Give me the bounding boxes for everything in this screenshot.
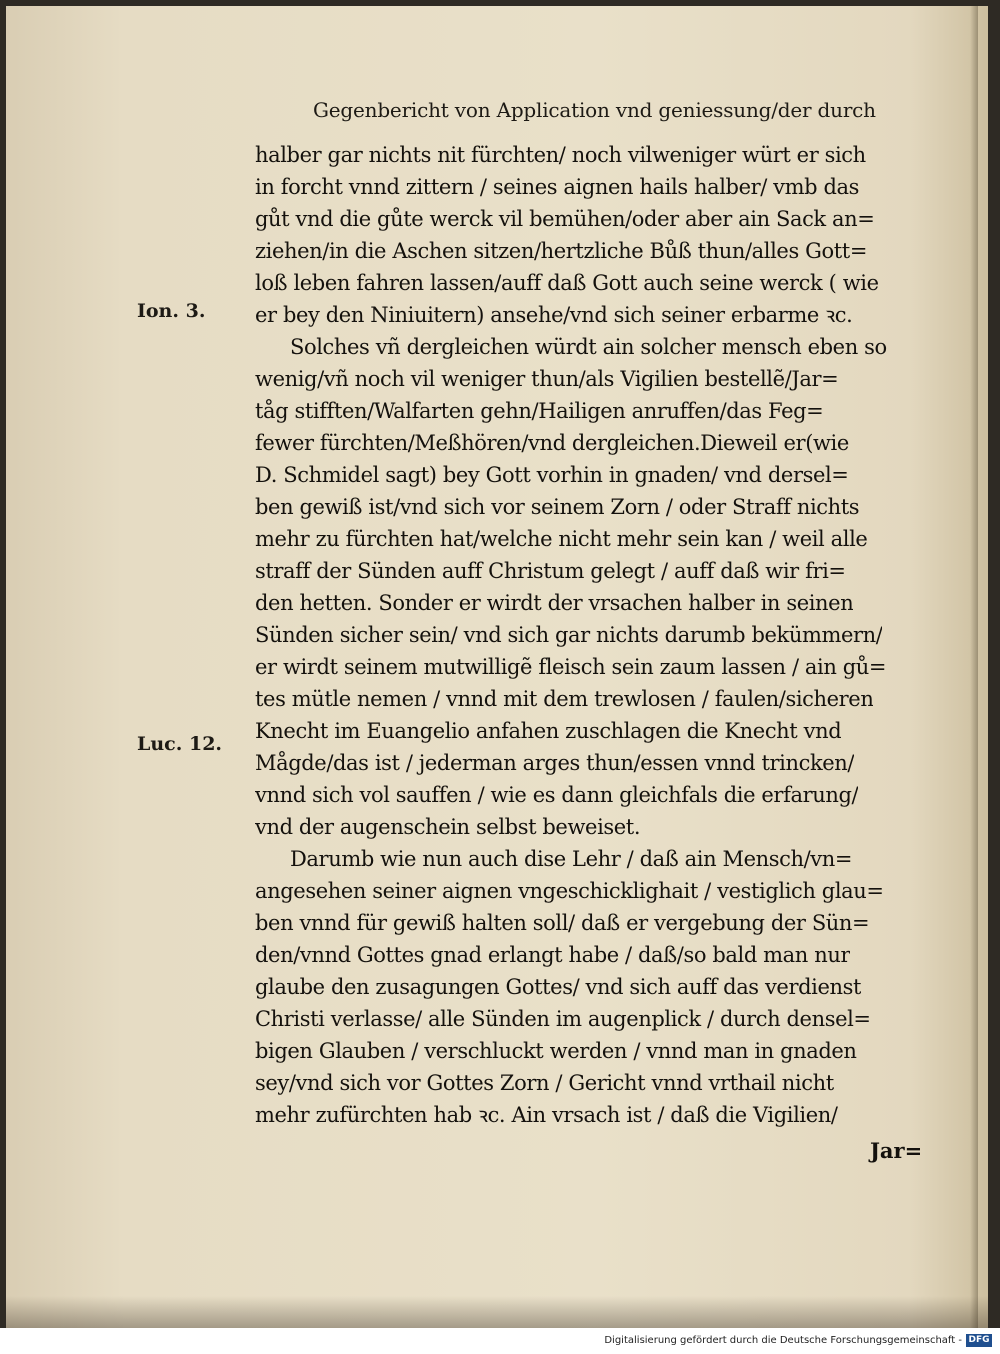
text-line: wenig/vñ noch vil weniger thun/als Vigilien bestellẽ/Jar=: [255, 367, 839, 391]
text-line: tåg stifften/Walfarten gehn/Hailigen anruffen/das Feg=: [255, 399, 824, 423]
text-line: vnnd sich vol sauffen / wie es dann gleichfals die erfarung/: [255, 783, 859, 807]
footer-bar: [0, 1328, 1000, 1354]
text-line: glaube den zusagungen Gottes/ vnd sich auff das verdienst: [255, 975, 862, 999]
text-line: Solches vñ dergleichen würdt ain solcher mensch eben so: [290, 335, 887, 359]
text-line: bigen Glauben / verschluckt werden / vnnd man in gnaden: [255, 1039, 857, 1063]
text-line: Knecht im Euangelio anfahen zuschlagen die Knecht vnd: [255, 719, 842, 743]
text-line: Darumb wie nun auch dise Lehr / daß ain Mensch/vn=: [290, 847, 853, 871]
text-line: den hetten. Sonder er wirdt der vrsachen halber in seinen: [255, 591, 854, 615]
running-head: Gegenbericht von Application vnd geniessung/der durch: [313, 98, 876, 122]
text-line: er bey den Niniuitern) ansehe/vnd sich seiner erbarme ꝛc.: [255, 303, 853, 327]
text-line: gůt vnd die gůte werck vil bemühen/oder aber ain Sack an=: [255, 207, 875, 231]
text-line: mehr zu fürchten hat/welche nicht mehr sein kan / weil alle: [255, 527, 868, 551]
text-line: vnd der augenschein selbst beweiset.: [255, 815, 641, 839]
text-line: den/vnnd Gottes gnad erlangt habe / daß/so bald man nur: [255, 943, 851, 967]
text-line: mehr zufürchten hab ꝛc. Ain vrsach ist / daß die Vigilien/: [255, 1103, 838, 1127]
text-line: tes mütle nemen / vnnd mit dem trewlosen / faulen/sicheren: [255, 687, 874, 711]
catchword: Jar=: [870, 1138, 923, 1163]
text-line: ziehen/in die Aschen sitzen/hertzliche Bůß thun/alles Gott=: [255, 239, 868, 263]
text-line: er wirdt seinem mutwilligẽ fleisch sein zaum lassen / ain gů=: [255, 655, 887, 679]
page-edge: [970, 6, 978, 1328]
text-line: D. Schmidel sagt) bey Gott vorhin in gnaden/ vnd dersel=: [255, 463, 849, 487]
dfg-logo: DFG: [966, 1334, 992, 1347]
margin-note: Luc. 12.: [137, 733, 223, 755]
text-line: ben gewiß ist/vnd sich vor seinem Zorn / oder Straff nichts: [255, 495, 860, 519]
margin-note: Ion. 3.: [137, 300, 206, 322]
text-line: loß leben fahren lassen/auff daß Gott auch seine werck ( wie: [255, 271, 879, 295]
text-line: sey/vnd sich vor Gottes Zorn / Gericht vnnd vrthail nicht: [255, 1071, 834, 1095]
text-line: fewer fürchten/Meßhören/vnd dergleichen.Dieweil er(wie: [255, 431, 849, 455]
text-line: straff der Sünden auff Christum gelegt / auff daß wir fri=: [255, 559, 846, 583]
page-bottom-shadow: [6, 1296, 988, 1328]
text-line: ben vnnd für gewiß halten soll/ daß er vergebung der Sün=: [255, 911, 870, 935]
digitization-credit: Digitalisierung gefördert durch die Deutsche Forschungsgemeinschaft -: [604, 1335, 962, 1346]
text-line: in forcht vnnd zittern / seines aignen hails halber/ vmb das: [255, 175, 860, 199]
text-line: Sünden sicher sein/ vnd sich gar nichts darumb bekümmern/: [255, 623, 883, 647]
text-line: halber gar nichts nit fürchten/ noch vilweniger würt er sich: [255, 143, 866, 167]
text-line: Christi verlasse/ alle Sünden im augenplick / durch densel=: [255, 1007, 871, 1031]
text-line: Mågde/das ist / jederman arges thun/essen vnnd trincken/: [255, 751, 855, 775]
text-line: angesehen seiner aignen vngeschicklighait / vestiglich glau=: [255, 879, 884, 903]
